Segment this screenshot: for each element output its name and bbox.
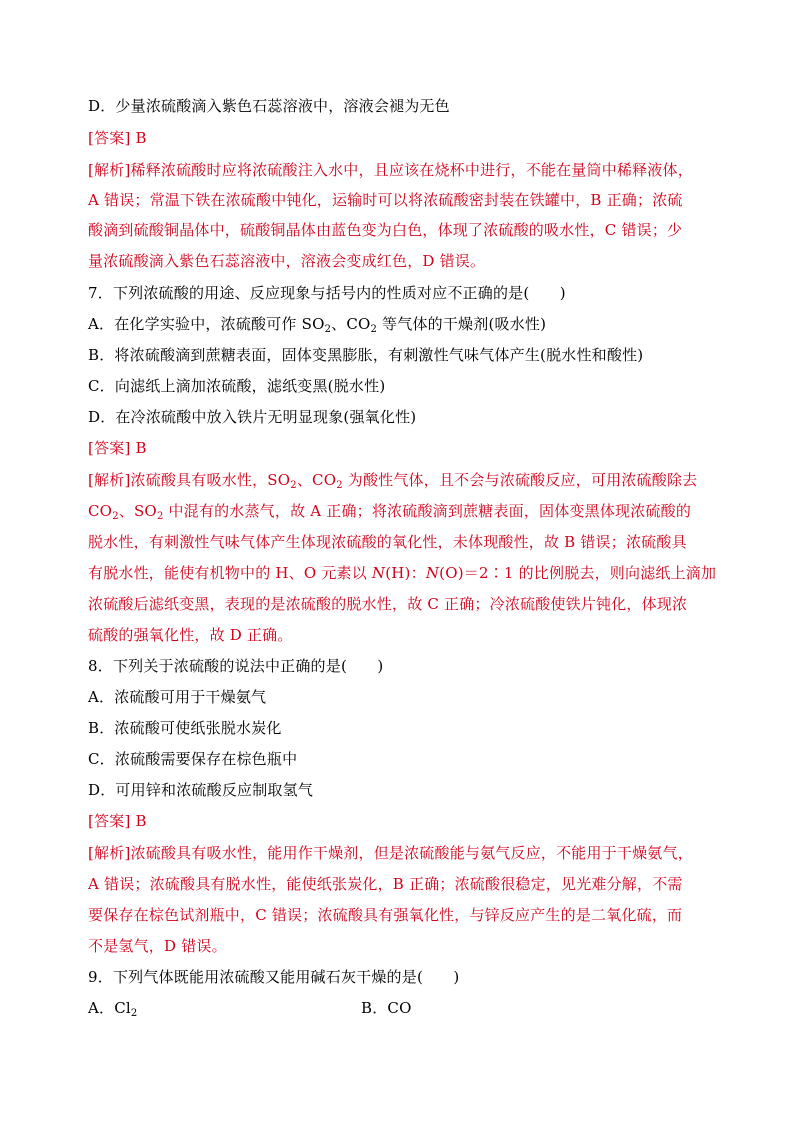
q6-analysis-line: 量浓硫酸滴入紫色石蕊溶液中，溶液会变成红色，D 错误。 [88, 252, 486, 270]
q6-option-d: D．少量浓硫酸滴入紫色石蕊溶液中，溶液会褪为无色 [88, 97, 450, 115]
q6-analysis-line: 酸滴到硫酸铜晶体中，硫酸铜晶体由蓝色变为白色，体现了浓硫酸的吸水性，C 错误；少 [88, 221, 683, 239]
q8-analysis-line: 不是氢气，D 错误。 [88, 937, 227, 955]
q7-analysis-line: [解析]浓硫酸具有吸水性，$SO_2$、$CO_2$ 为酸性气体，且不会与浓硫酸反应，可用浓硫酸除去 [88, 471, 698, 491]
q7-analysis-line: 脱水性，有刺激性气味气体产生体现浓硫酸的氧化性，未体现酸性，故 B 错误；浓硫酸具 [88, 533, 687, 551]
q8-option: B．浓硫酸可使纸张脱水炭化 [88, 719, 282, 737]
q8-analysis-line: 要保存在棕色试剂瓶中，C 错误；浓硫酸具有强氧化性，与锌反应产生的是二氧化硫，而 [88, 906, 683, 924]
q7-answer: [答案] B [88, 439, 147, 457]
q9-stem: 9．下列气体既能用浓硫酸又能用碱石灰干燥的是( ) [88, 968, 460, 986]
q8-option: D．可用锌和浓硫酸反应制取氢气 [88, 781, 314, 799]
q8-stem: 8．下列关于浓硫酸的说法中正确的是( ) [88, 657, 384, 675]
q7-option-c: C．向滤纸上滴加浓硫酸，滤纸变黑(脱水性) [88, 377, 386, 395]
q6-analysis-line: [解析]稀释浓硫酸时应将浓硫酸注入水中，且应该在烧杯中进行，不能在量筒中稀释液体， [88, 161, 693, 179]
q6-analysis-line: A 错误；常温下铁在浓硫酸中钝化，运输时可以将浓硫酸密封装在铁罐中，B 正确；浓硫 [88, 191, 683, 209]
q7-stem: 7．下列浓硫酸的用途、反应现象与括号内的性质对应不正确的是( ) [88, 284, 566, 302]
q9-option-b: B．CO [361, 999, 412, 1017]
q8-analysis-line: A 错误；浓硫酸具有脱水性，能使纸张炭化，B 正确；浓硫酸很稳定，见光难分解，不需 [88, 875, 683, 893]
q6-answer: [答案] B [88, 129, 147, 147]
q8-option: A．浓硫酸可用于干燥氨气 [88, 688, 267, 706]
q7-analysis-line: $CO_2$、$SO_2$ 中混有的水蒸气，故 A 正确；将浓硫酸滴到蔗糖表面，固体变黑体现浓硫酸的 [88, 502, 692, 522]
q8-answer: [答案] B [88, 812, 147, 830]
q9-option-a: A．$Cl_2$ [88, 999, 138, 1019]
q7-analysis-line: 浓硫酸后滤纸变黑，表现的是浓硫酸的脱水性，故 C 正确；冷浓硫酸使铁片钝化，体现浓 [88, 595, 688, 613]
q8-option: C．浓硫酸需要保存在棕色瓶中 [88, 750, 298, 768]
q8-analysis-line: [解析]浓硫酸具有吸水性，能用作干燥剂，但是浓硫酸能与氨气反应，不能用于干燥氨气， [88, 844, 693, 862]
q7-option-a: A．在化学实验中，浓硫酸可作 $SO_2$、$CO_2$ 等气体的干燥剂(吸水性) [88, 315, 547, 335]
q7-option-b: B．将浓硫酸滴到蔗糖表面，固体变黑膨胀，有刺激性气味气体产生(脱水性和酸性) [88, 346, 644, 364]
q9-options-row [88, 998, 718, 1018]
q7-analysis-line: 有脱水性，能使有机物中的 H、O 元素以 N(H)：N(O)＝2∶1 的比例脱去，则向滤纸上滴加 [88, 564, 717, 582]
q7-option-d: D．在冷浓硫酸中放入铁片无明显现象(强氧化性) [88, 408, 417, 426]
q7-analysis-line: 硫酸的强氧化性，故 D 正确。 [88, 626, 293, 644]
